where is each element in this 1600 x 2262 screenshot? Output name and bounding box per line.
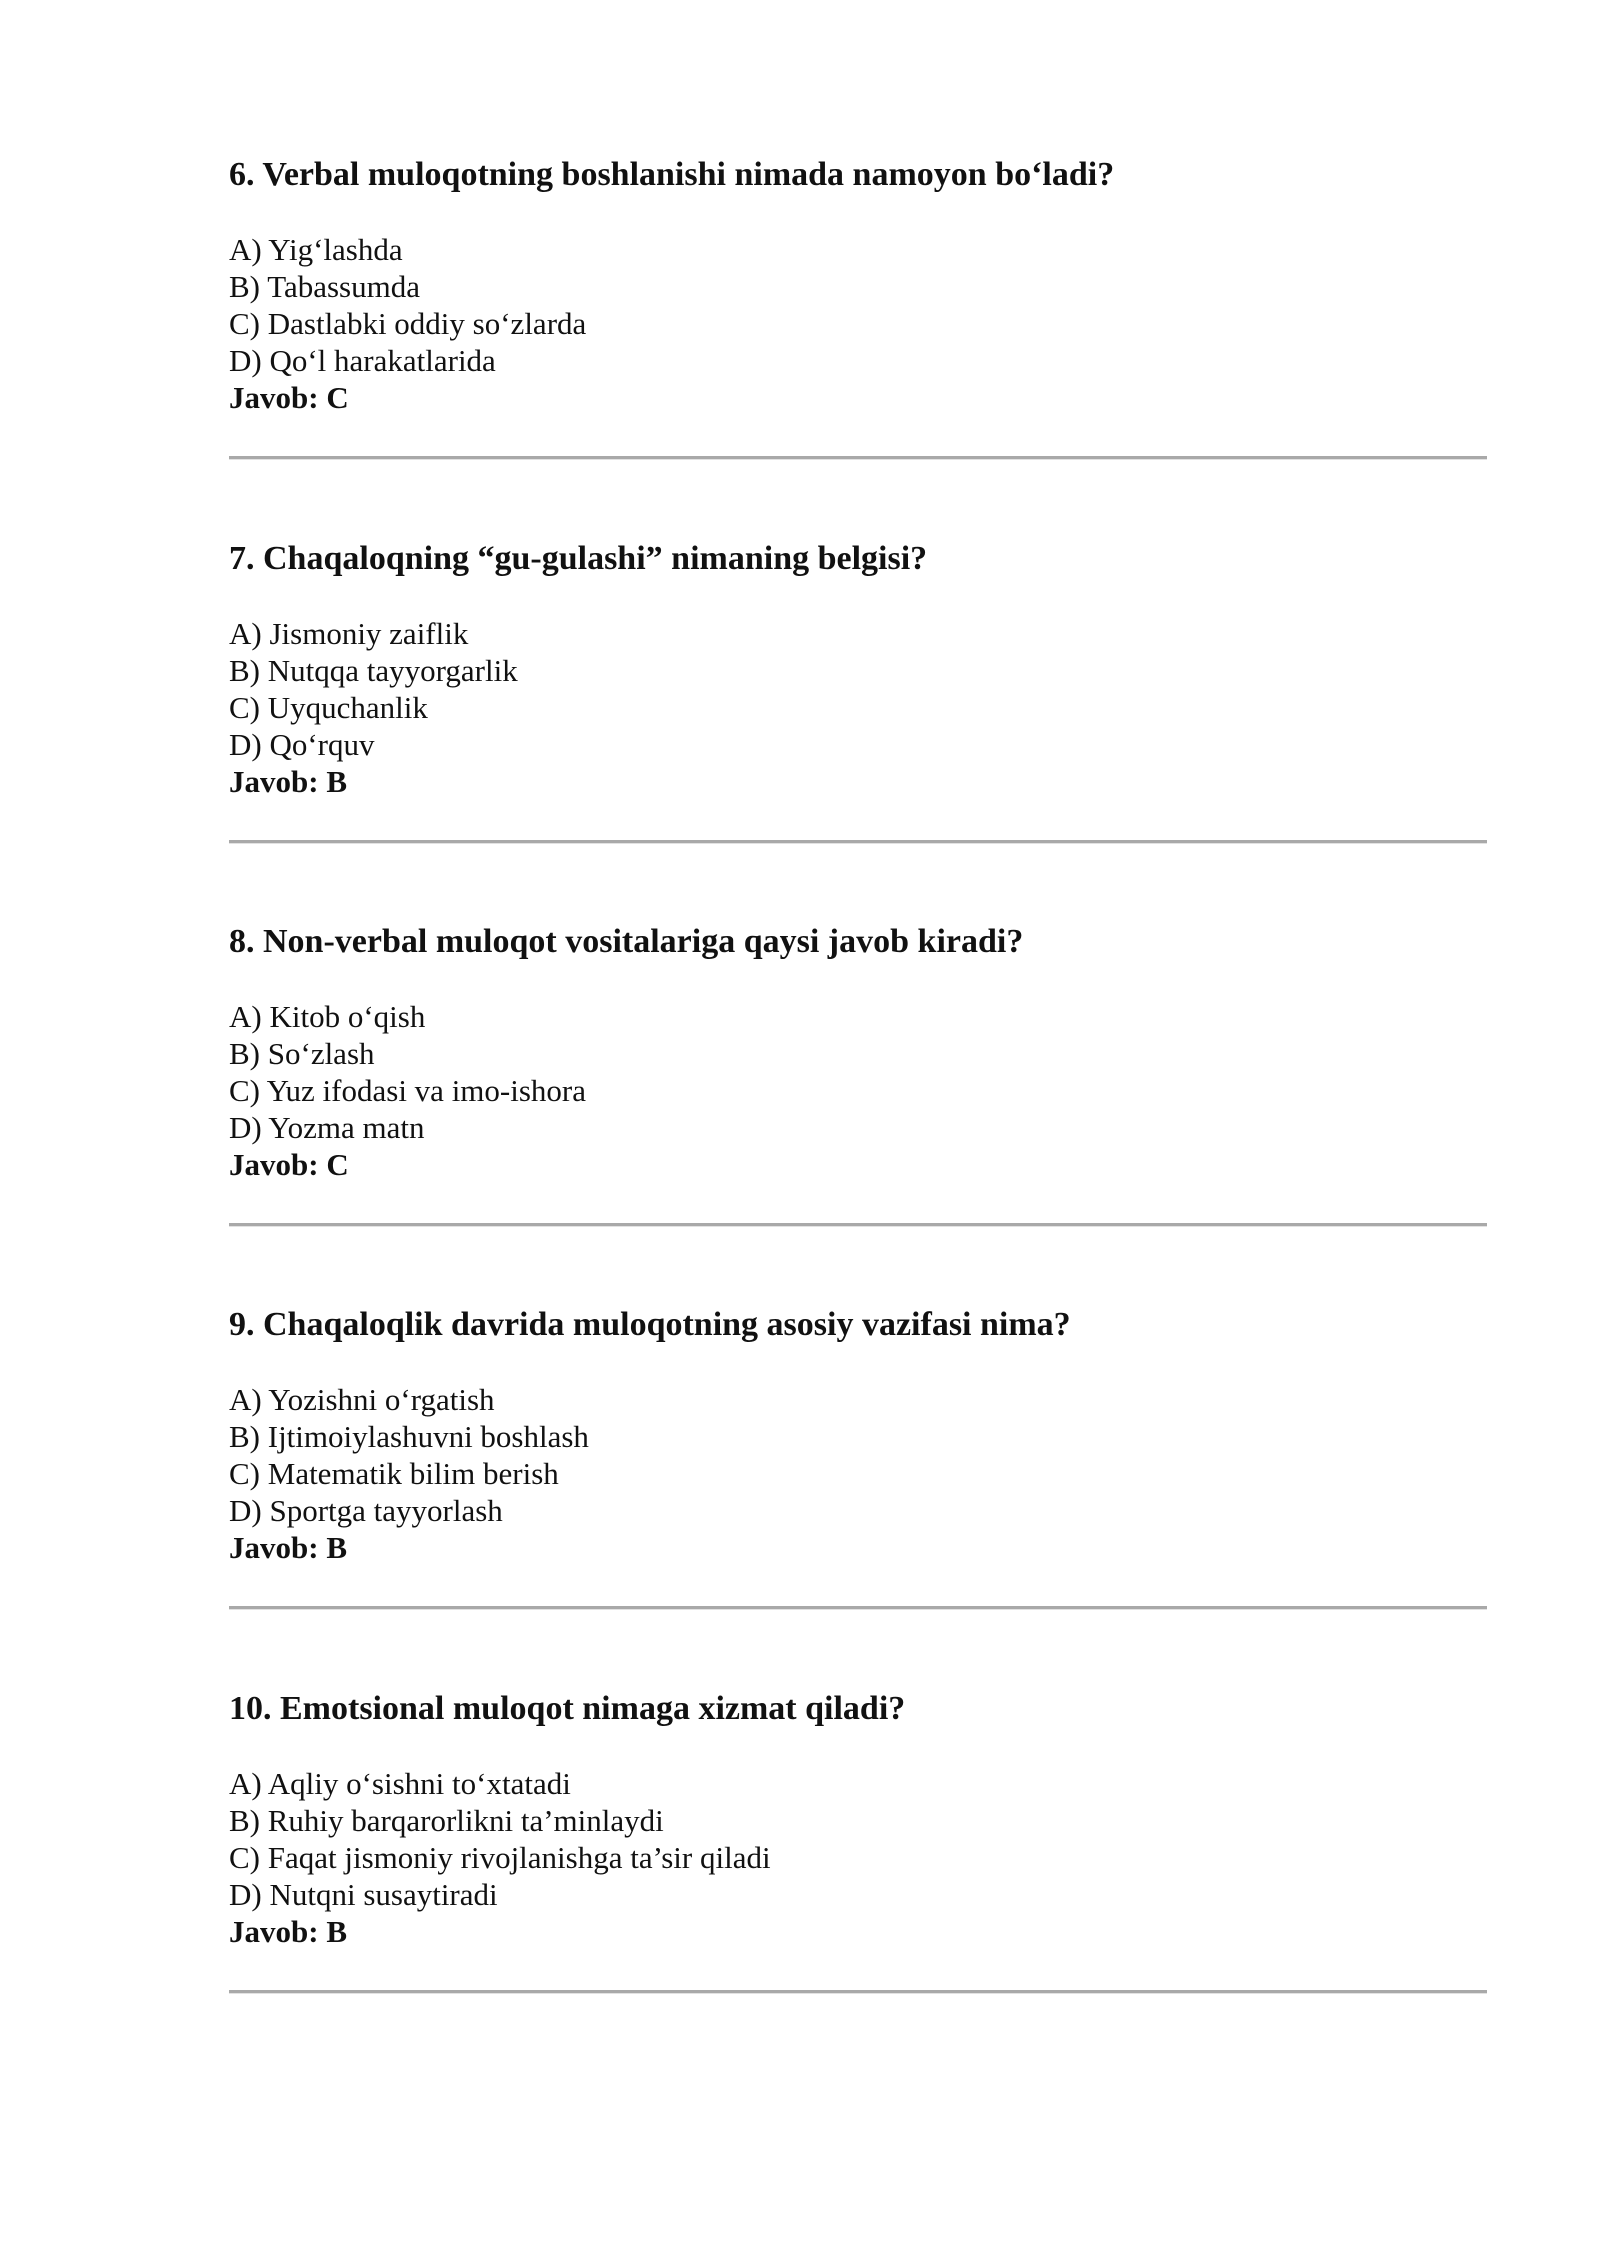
question-6: [229, 155, 1487, 416]
option-c: C) Uyquchanlik: [229, 690, 428, 725]
question-9: [229, 1305, 1487, 1566]
divider: [229, 456, 1487, 460]
divider: [229, 1990, 1487, 1994]
option-a: A) Kitob o‘qish: [229, 999, 426, 1034]
option-a: A) Jismoniy zaiflik: [229, 616, 469, 651]
option-c: C) Faqat jismoniy rivojlanishga ta’sir qiladi: [229, 1840, 771, 1875]
answer-key: Javob: B: [229, 764, 347, 799]
question-title: 10. Emotsional muloqot nimaga xizmat qiladi?: [229, 1690, 906, 1727]
option-b: B) So‘zlash: [229, 1036, 375, 1071]
options-list: [229, 615, 1487, 763]
options-list: [229, 231, 1487, 379]
option-c: C) Dastlabki oddiy so‘zlarda: [229, 306, 587, 341]
question-title: 9. Chaqaloqlik davrida muloqotning asosiy vazifasi nima?: [229, 1306, 1071, 1343]
option-d: D) Yozma matn: [229, 1110, 425, 1145]
option-b: B) Nutqqa tayyorgarlik: [229, 653, 518, 688]
options-list: [229, 1765, 1487, 1913]
divider: [229, 1606, 1487, 1610]
option-a: A) Yozishni o‘rgatish: [229, 1382, 495, 1417]
option-a: A) Yig‘lashda: [229, 232, 403, 267]
option-c: C) Yuz ifodasi va imo-ishora: [229, 1073, 586, 1108]
question-8: [229, 922, 1487, 1183]
answer-key: Javob: B: [229, 1530, 347, 1565]
question-title: 6. Verbal muloqotning boshlanishi nimada namoyon bo‘ladi?: [229, 156, 1115, 193]
option-b: B) Tabassumda: [229, 269, 420, 304]
option-d: D) Sportga tayyorlash: [229, 1493, 503, 1528]
option-c: C) Matematik bilim berish: [229, 1456, 559, 1491]
option-b: B) Ijtimoiylashuvni boshlash: [229, 1419, 589, 1454]
options-list: [229, 998, 1487, 1146]
options-list: [229, 1381, 1487, 1529]
answer-key: Javob: B: [229, 1914, 347, 1949]
option-b: B) Ruhiy barqarorlikni ta’minlaydi: [229, 1803, 664, 1838]
option-d: D) Qo‘rquv: [229, 727, 375, 762]
question-10: [229, 1689, 1487, 1950]
answer-key: Javob: C: [229, 380, 349, 415]
option-d: D) Qo‘l harakatlarida: [229, 343, 496, 378]
option-a: A) Aqliy o‘sishni to‘xtatadi: [229, 1766, 571, 1801]
divider: [229, 840, 1487, 844]
divider: [229, 1223, 1487, 1227]
option-d: D) Nutqni susaytiradi: [229, 1877, 498, 1912]
question-title: 8. Non-verbal muloqot vositalariga qaysi javob kiradi?: [229, 923, 1024, 960]
question-title: 7. Chaqaloqning “gu-gulashi” nimaning belgisi?: [229, 540, 928, 577]
answer-key: Javob: C: [229, 1147, 349, 1182]
question-7: [229, 539, 1487, 800]
